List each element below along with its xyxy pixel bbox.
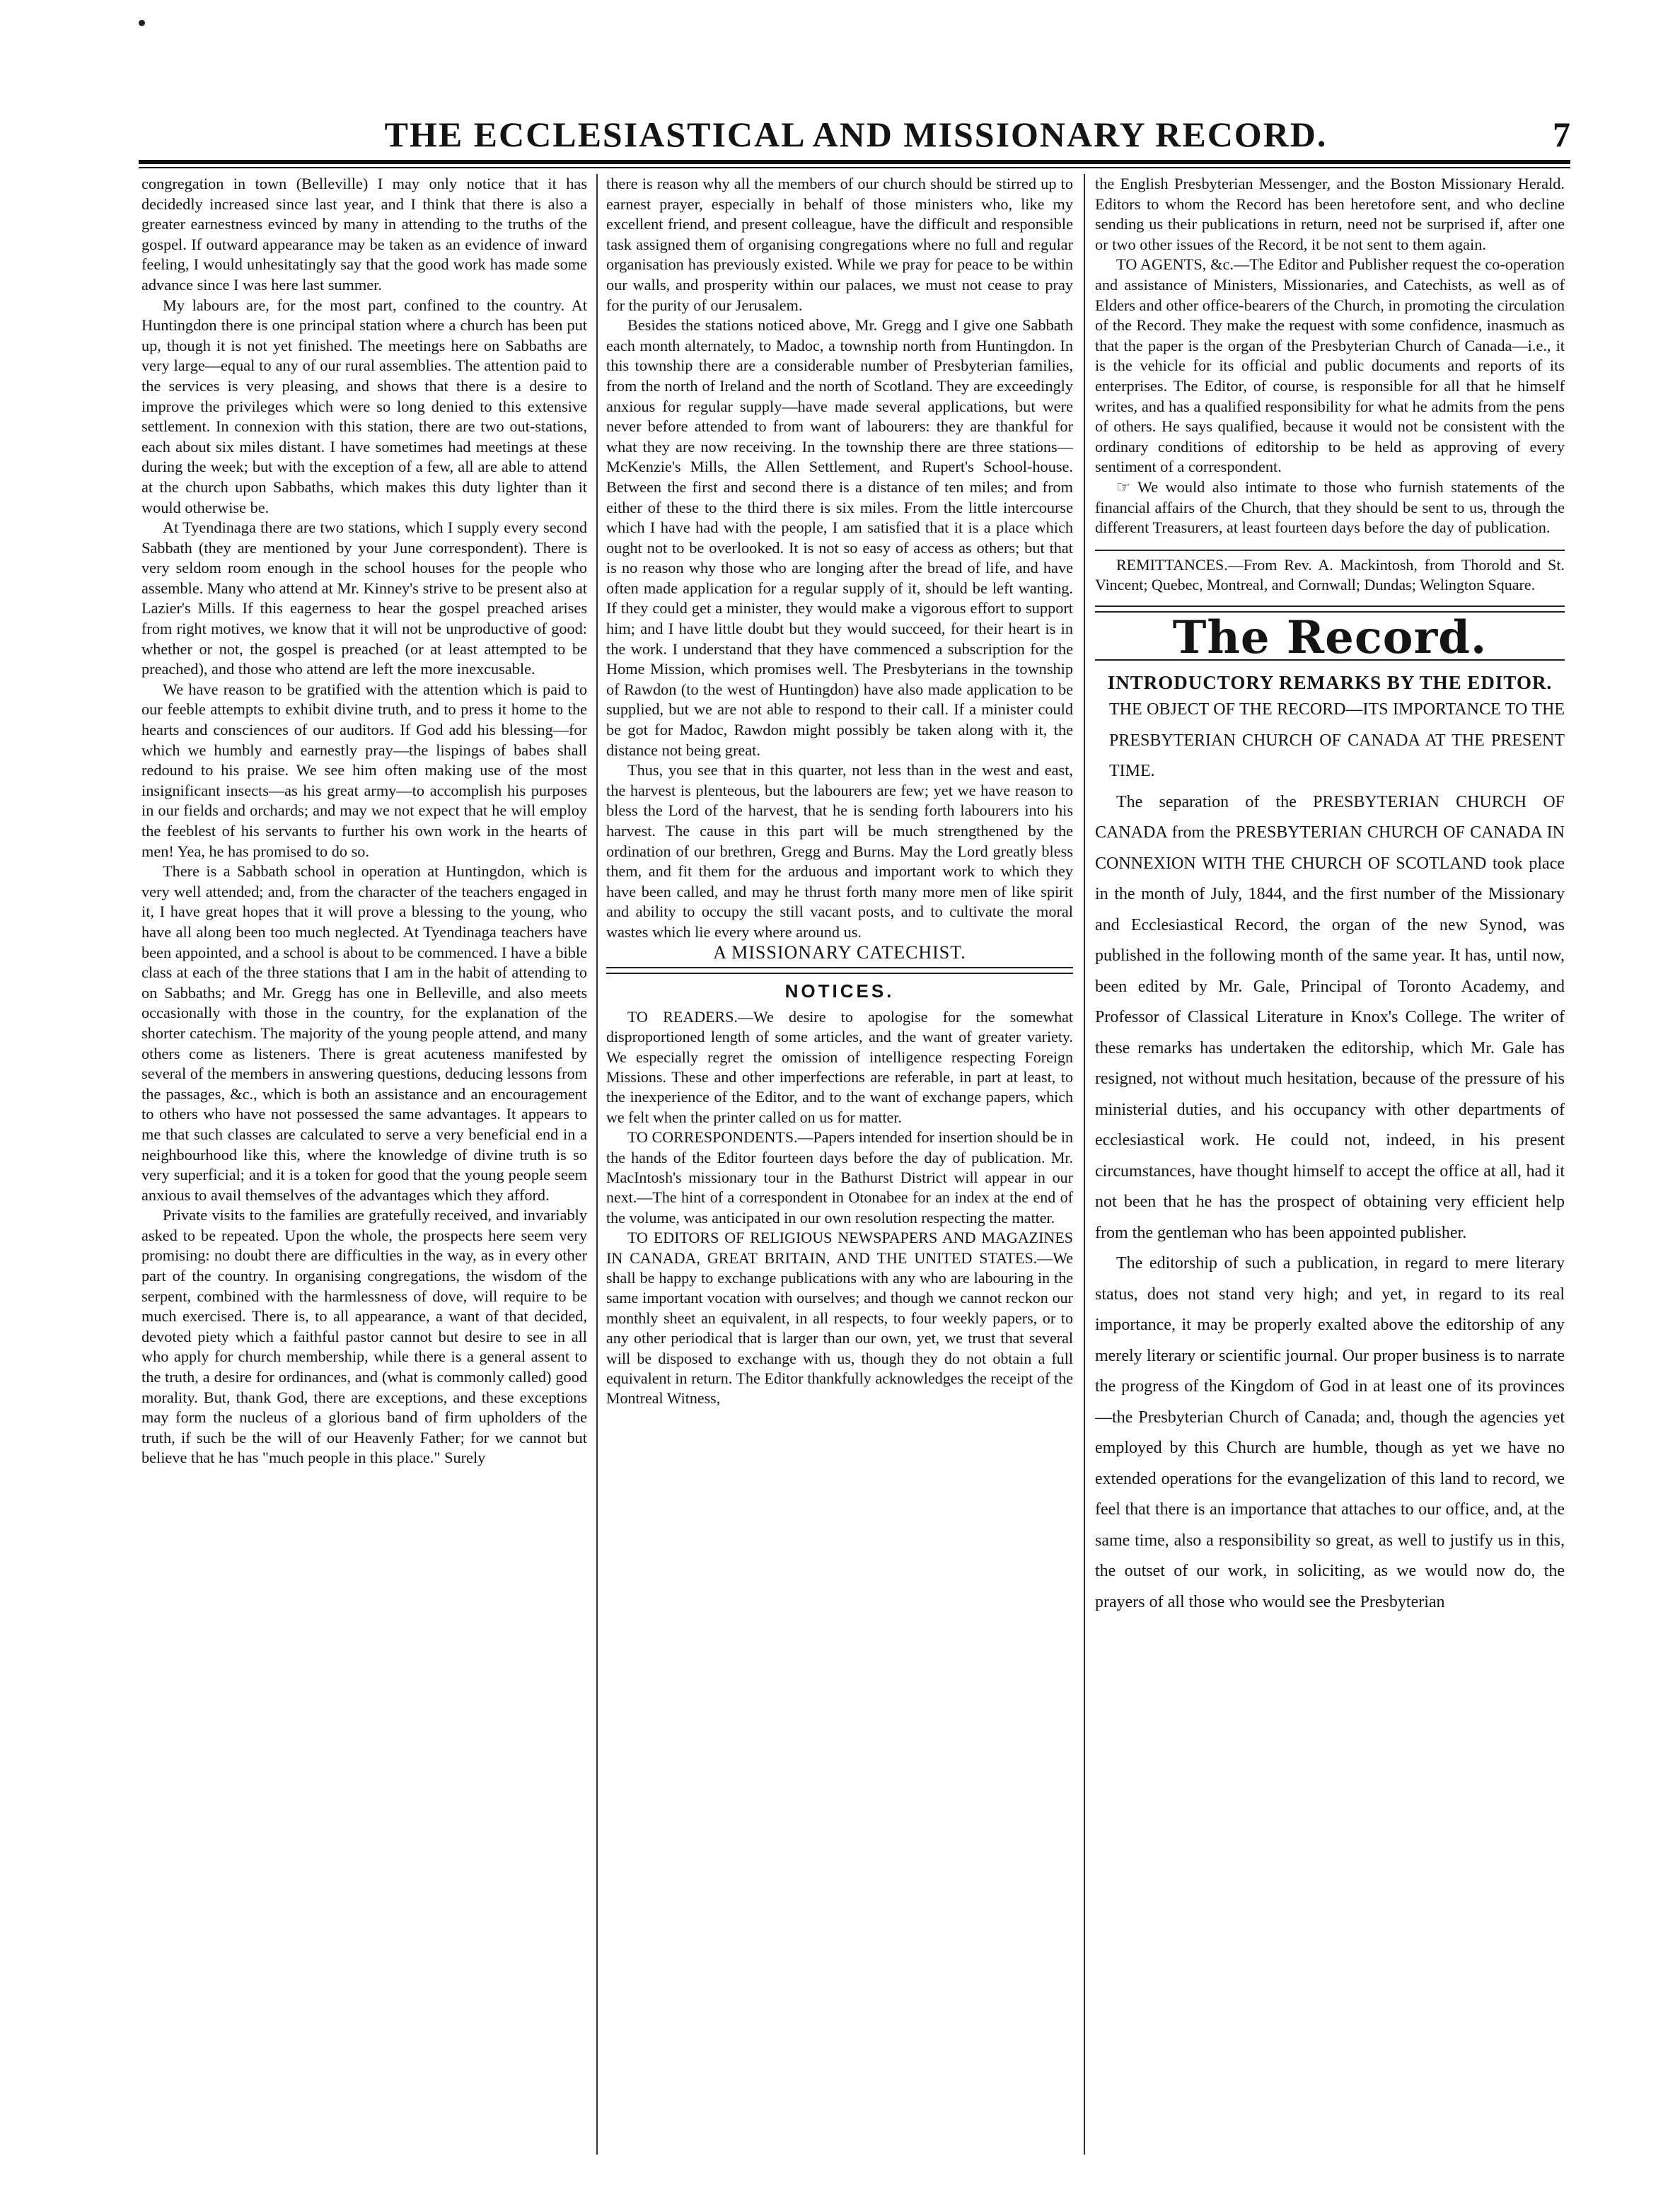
column-3: [1095, 174, 1565, 2155]
paragraph: My labours are, for the most part, confined to the country. At Huntingdon there is one principal station where a church has been put up, though it is not yet finished. The meetings here on Sabbaths are very large—equal to any of our rural assemblies. The attention paid to the services is very pleasing, and shows that there is a desire to improve the privileges which were so long denied to this extensive settlement. In connexion with this station, there are two out-stations, each about six miles distant. I have sometimes had meetings at these during the week; but with the exception of a few, all are able to attend at the church upon Sabbaths, which makes this duty lighter than it would otherwise be.: [141, 296, 587, 516]
letter-signature: A MISSIONARY CATECHIST.: [713, 941, 966, 963]
subheading: THE OBJECT OF THE RECORD—ITS IMPORTANCE TO THE PRESBYTERIAN CHURCH OF CANADA AT THE PRESENT TIME.: [1109, 700, 1565, 781]
column-2: [606, 174, 1073, 2155]
paragraph: Thus, you see that in this quarter, not less than in the west and east, the harvest is plenteous, but the labourers are few; yet we have reason to bless the Lord of the harvest, that he is sending forth labourers into his harvest. The cause in this part will be much strengthened by the ordination of our brethren, Gregg and Burns. May the Lord greatly bless them, and fit them for the arduous and important work to which they have been called, and may he thrust forth many more men of like spirit and ability to occupy the still vacant posts, and to cultivate the moral wastes which lie every where around us.: [606, 761, 1073, 941]
section-rule: [1095, 605, 1565, 607]
section-rule: [1095, 550, 1565, 551]
ink-dot: [139, 20, 145, 26]
column-rule-1: [596, 174, 598, 2155]
section-rule: [606, 973, 1073, 974]
paragraph: The separation of the PRESBYTERIAN CHURCH OF CANADA from the PRESBYTERIAN CHURCH OF CANADA IN CONNEXION WITH THE CHURCH OF SCOTLAND took place in the month of July, 1844, and the first number of the Missionary and Ecclesiastical Record, the organ of the new Synod, was published in the following month of the same year. It has, until now, been edited by Mr. Gale, Principal of Toronto Academy, and Professor of Classical Literature in Knox's College. The writer of these remarks has undertaken the editorship, which Mr. Gale has resigned, not without much hesitation, because of the pressure of his ministerial duties, and his occupancy with other departments of ecclesiastical work. He could not, indeed, in his present circumstances, have thought himself to accept the office at all, had it not been that he has the prospect of obtaining very efficient help from the gentleman who has been appointed publisher.: [1095, 792, 1565, 1242]
intro-heading: INTRODUCTORY REMARKS BY THE EDITOR.: [1107, 672, 1553, 694]
paragraph: ☞ We would also intimate to those who furnish statements of the financial affairs of the Church, that they should be sent to us, through the different Treasurers, at least fourteen days before the day of publication.: [1095, 477, 1565, 537]
record-masthead: The Record.: [1172, 610, 1488, 664]
paragraph: Private visits to the families are gratefully received, and invariably asked to be repeated. Upon the whole, the prospects here seem very promising: no doubt there are difficulties in the way, as in every other part of the country. In organising congregations, the wisdom of the serpent, combined with the harmlessness of dove, will require to be much exercised. There is, to all appearance, a want of that decided, devoted piety which a faithful pastor cannot but desire to see in all who apply for church membership, while there is a general assent to the truth, a desire for ordinances, and (what is commonly called) good morality. But, thank God, there are exceptions, and these exceptions may form the nucleus of a glorious band of firm upholders of the truth, if such be the will of our Heavenly Father; for we cannot but believe that he has "much people in this place." Surely: [141, 1206, 587, 1467]
paragraph: there is reason why all the members of our church should be stirred up to earnest prayer, especially in behalf of those ministers who, like my excellent friend, and present colleague, have the difficult and responsible task assigned them of organising congregations where no full and regular organisation has previously existed. While we pray for peace to be within our walls, and prosperity within our palaces, we must not cease to pray for the purity of our Jerusalem.: [606, 175, 1073, 314]
paragraph: We have reason to be gratified with the attention which is paid to our feeble attempts to exhibit divine truth, and to press it home to the hearts and consciences of our auditors. If God add his blessing—for which we humbly and earnestly pray—the lispings of babes shall redound to his praise. We see him often making use of the most insignificant insects—as his great army—to accomplish his purposes in our fields and orchards; and may we not expect that he will employ the feeblest of his servants to further his own work in the hearts of men! Yea, he has promised to do so.: [141, 680, 587, 860]
page-header: [141, 112, 1570, 157]
header-rule-thin: [139, 167, 1570, 168]
remittances-section: [1095, 555, 1565, 596]
notice-correspondents: TO CORRESPONDENTS.—Papers intended for insertion should be in the hands of the Editor fourteen days before the day of publication. Mr. MacIntosh's missionary tour in the Bathurst District will appear in our next.—The hint of a correspondent in Otonabee for an index at the end of the volume, was anticipated in our own resolution respecting the matter.: [606, 1128, 1073, 1227]
remittances: REMITTANCES.—From Rev. A. Mackintosh, from Thorold and St. Vincent; Quebec, Montreal, and Cornwall; Dundas; Welington Square.: [1095, 555, 1565, 594]
notices-heading: NOTICES.: [784, 980, 895, 1002]
section-rule: [606, 967, 1073, 968]
paragraph: The editorship of such a publication, in regard to mere literary status, does not stand very high; and yet, in regard to its real importance, it may be properly exalted above the editorship of any merely literary or scientific journal. Our proper business is to narrate the progress of the Kingdom of God in at least one of its provinces—the Presbyterian Church of Canada; and, though the agencies yet employed by this Church are humble, though as yet we have no extended operations for the evangelization of this land to record, we feel that there is an importance that attaches to our office, and, at the same time, also a responsibility so great, as well to justify us in this, the outset of our work, in soliciting, as we would now do, the prayers of all those who would see the Presbyterian: [1095, 1254, 1565, 1611]
column-rule-2: [1084, 174, 1085, 2155]
paragraph: TO AGENTS, &c.—The Editor and Publisher request the co-operation and assistance of Ministers, Missionaries, and Catechists, as well as of Elders and other office-bearers of the Church, in promoting the circulation of the Record. They make the request with some confidence, inasmuch as that the paper is the organ of the Presbyterian Church of Canada—i.e., it is the vehicle for its official and public documents and reports of its enterprises. The Editor, of course, is responsible for all that he himself writes, and has a qualified responsibility for what he admits from the pens of others. He says qualified, because it would not be consistent with the ordinary conditions of editorship to be held as approving of every sentiment of a correspondent.: [1095, 255, 1565, 476]
page-number: 7: [1553, 115, 1570, 154]
paragraph: congregation in town (Belleville) I may only notice that it has decidedly increased since last year, and I think that there is also a greater earnestness evinced by many in attending to the truths of the gospel. If outward appearance may be taken as an evidence of inward feeling, I would unhesitatingly say that the good work has made some advance since I was here last summer.: [141, 175, 587, 294]
record-body: [1095, 695, 1565, 1618]
running-title: THE ECCLESIASTICAL AND MISSIONARY RECORD.: [384, 115, 1328, 154]
notice-readers: TO READERS.—We desire to apologise for the somewhat disproportioned length of some articles, and the want of greater variety. We especially regret the omission of intelligence respecting Foreign Missions. These and other imperfections are referable, in part at least, to the inexperience of the Editor, and to the want of exchange papers, which we felt when the printer called on us for matter.: [606, 1007, 1073, 1126]
paragraph: At Tyendinaga there are two stations, which I supply every second Sabbath (they are mentioned by your June correspondent). There is very seldom room enough in the school houses for the people who assemble. Many who attend at Mr. Kinney's strive to be present also at Lazier's Mills. If this eagerness to hear the gospel preached arises from right motives, we know that it will not be unproductive of good: whether or not, the gospel is preached (or at least attempted to be preached), and those who attend are left the more inexcusable.: [141, 518, 587, 678]
notice-editors: TO EDITORS OF RELIGIOUS NEWSPAPERS AND MAGAZINES IN CANADA, GREAT BRITAIN, AND THE UNITED STATES.—We shall be happy to exchange publications with any who are labouring in the same important vocation with ourselves; and though we cannot reckon our monthly sheet an equivalent, in all respects, to four weekly papers, or to any other periodical that is larger than our own, yet, we trust that several will be disposed to exchange with us, though they do not obtain a full equivalent in return. The Editor thankfully acknowledges the receipt of the Montreal Witness,: [606, 1229, 1073, 1408]
notices-section: [606, 1007, 1073, 1409]
paragraph: the English Presbyterian Messenger, and the Boston Missionary Herald. Editors to whom the Record has been heretofore sent, and who decline sending us their publications in return, need not be surprised if, after one or two other issues of the Record, it be not sent to them again.: [1095, 175, 1565, 253]
paragraph: Besides the stations noticed above, Mr. Gregg and I give one Sabbath each month alternately, to Madoc, a township north from Huntingdon. In this township there are a considerable number of Presbyterian families, from the north of Ireland and the north of Scotland. They are exceedingly anxious for regular supply—have made several applications, but were never before attended to from want of labourers: they are thankful for what they are now receiving. In the township there are three stations—McKenzie's Mills, the Allen Settlement, and Rupert's School-house. Between the first and second there is a distance of ten miles; and from either of these to the third there is six miles. From the little intercourse which I have had with the people, I am satisfied that it is a place which ought not to be overlooked. It is not so easy of access as others; but that is no reason why those who are longing after the bread of life, and have often made application for a regular supply of it, should be left wanting. If they could get a minister, they would make a vigorous effort to support him; and I have little doubt but they would succeed, for their heart is in the work. I understand that they have commenced a subscription for the Home Mission, which promises well. The Presbyterians in the township of Rawdon (to the west of Huntingdon) have also made application to be supplied, but we are not able to respond to their call. If a minister could be got for Madoc, Rawdon might possibly be taken along with it, the distance not being great.: [606, 316, 1073, 759]
header-rule: [139, 160, 1570, 164]
paragraph: There is a Sabbath school in operation at Huntingdon, which is very well attended; and, from the character of the teachers engaged in it, I have great hopes that it will prove a blessing to the young, who have all along been too much neglected. At Tyendinaga teachers have been appointed, and a school is about to be commenced. I have a bible class at each of the three stations that I am in the habit of attending to on Sabbaths; and Mr. Gregg has one in Belleville, and also meets occasionally with those in the country, for the explanation of the shorter catechism. The majority of the young people attend, and many others come as listeners. There is great acuteness manifested by several of the members in answering questions, deducing lessons from the passages, &c., which is both an assistance and an encouragement to others who have not possessed the same advantages. It appears to me that such classes are calculated to serve a very beneficial end in a neighbourhood like this, where the knowledge of divine truth is so very superficial; and it is a token for good that the young people seem anxious to avail themselves of the advantages which they afford.: [141, 862, 587, 1204]
column-1: [141, 174, 587, 2155]
